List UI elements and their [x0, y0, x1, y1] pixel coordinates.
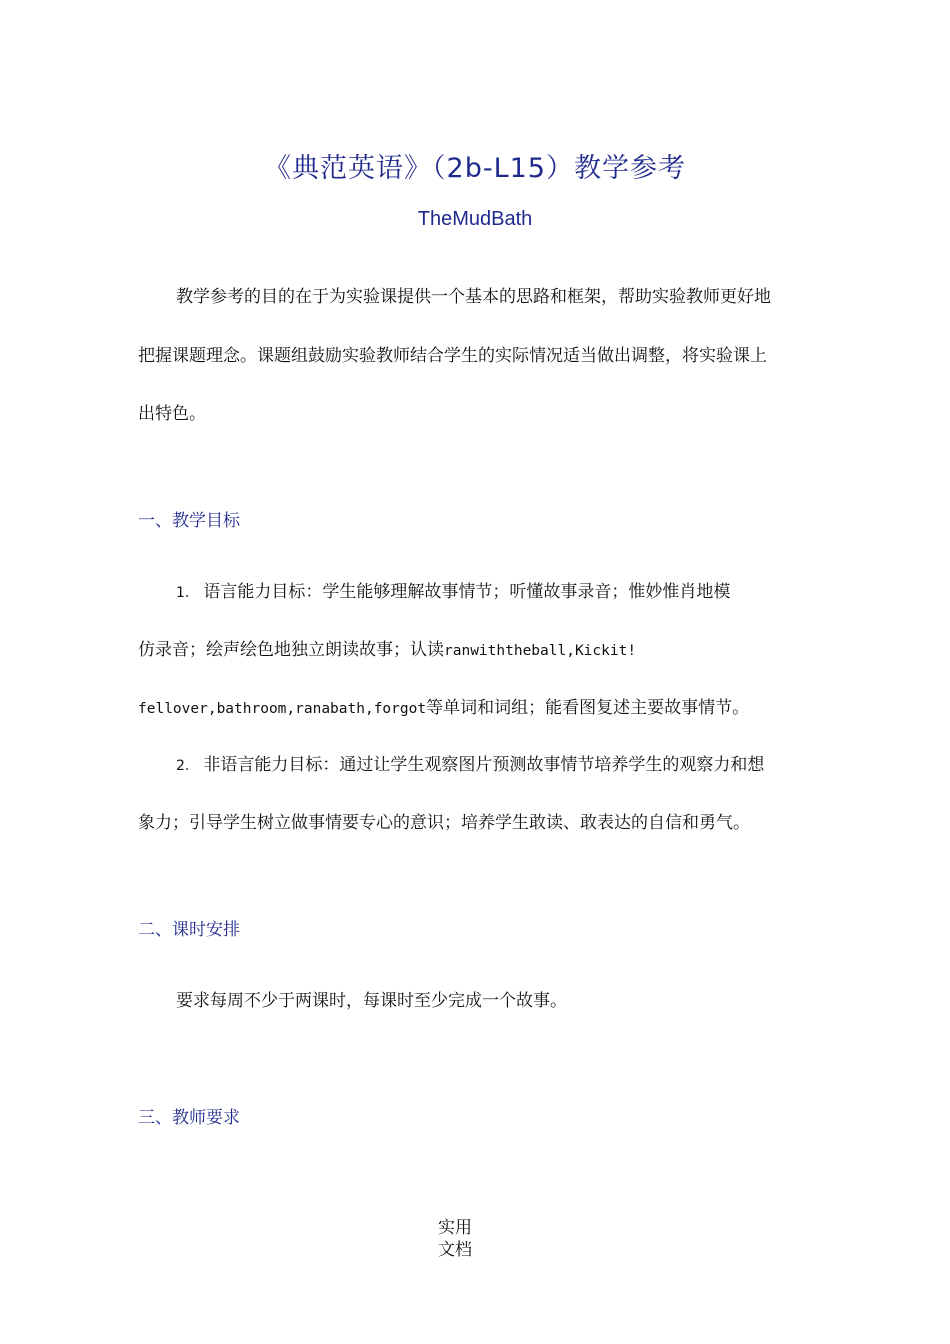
objective-1-line-2-en: ranwiththeball,Kickit!	[444, 643, 637, 659]
objective-2-number: 2.	[176, 758, 190, 774]
section-heading-objectives: 一、教学目标	[138, 511, 240, 531]
objective-1-line-3	[138, 693, 749, 718]
footer-line-1: 实用	[438, 1218, 472, 1238]
objective-1-line-3-en: fellover,bathroom,ranabath,forgot	[138, 701, 427, 717]
objective-1-line-2	[138, 635, 636, 660]
objective-1-line-1	[176, 577, 730, 602]
intro-line-2: 把握课题理念。课题组鼓励实验教师结合学生的实际情况适当做出调整，将实验课上	[138, 346, 767, 366]
objective-1-text: 语言能力目标：学生能够理解故事情节；听懂故事录音；惟妙惟肖地模	[203, 582, 731, 602]
document-title: 《典范英语》（2b-L15）教学参考	[264, 153, 686, 184]
document-subtitle: TheMudBath	[417, 208, 533, 230]
objective-2-line-1	[176, 750, 764, 775]
section-heading-schedule: 二、课时安排	[138, 920, 240, 940]
section-heading-teacher-requirements: 三、教师要求	[138, 1108, 240, 1128]
schedule-text: 要求每周不少于两课时，每课时至少完成一个故事。	[176, 991, 567, 1011]
footer-line-2: 文档	[438, 1240, 472, 1260]
objective-1-number: 1.	[176, 585, 190, 601]
intro-line-3: 出特色。	[138, 404, 206, 424]
objective-1-line-3-cn: 等单词和词组；能看图复述主要故事情节。	[426, 698, 750, 718]
objective-2-text: 非语言能力目标：通过让学生观察图片预测故事情节培养学生的观察力和想	[203, 755, 765, 775]
objective-1-line-2-cn: 仿录音；绘声绘色地独立朗读故事；认读	[138, 640, 444, 660]
objective-2-line-2: 象力；引导学生树立做事情要专心的意识；培养学生敢读、敢表达的自信和勇气。	[138, 813, 750, 833]
intro-line-1: 教学参考的目的在于为实验课提供一个基本的思路和框架，帮助实验教师更好地	[176, 287, 771, 307]
